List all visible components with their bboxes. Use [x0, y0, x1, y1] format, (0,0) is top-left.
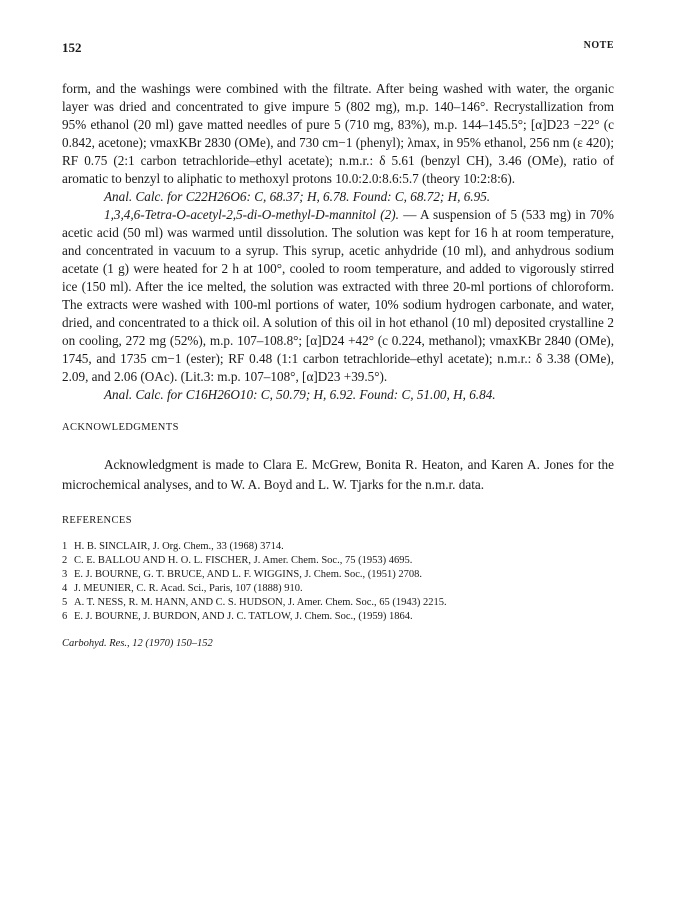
reference-item — [62, 610, 614, 624]
journal-citation: Carbohyd. Res., 12 (1970) 150–152 — [62, 638, 213, 649]
reference-item — [62, 568, 614, 582]
reference-item — [62, 554, 614, 568]
reference-text: C. E. BALLOU AND H. O. L. FISCHER, J. Amer. Chem. Soc., 75 (1953) 4695. — [74, 555, 413, 566]
compound-2-title: 1,3,4,6-Tetra-O-acetyl-2,5-di-O-methyl-D-mannitol (2). — [104, 207, 399, 222]
reference-text: A. T. NESS, R. M. HANN, AND C. S. HUDSON, J. Amer. Chem. Soc., 65 (1943) 2215. — [74, 597, 447, 608]
reference-number: 6 — [62, 611, 68, 622]
reference-number: 1 — [62, 541, 68, 552]
reference-item — [62, 582, 614, 596]
reference-number: 4 — [62, 583, 68, 594]
analysis-compound-2: Anal. Calc. for C16H26O10: C, 50.79; H, 6.92. Found: C, 51.00, H, 6.84. — [104, 387, 496, 402]
reference-text: E. J. BOURNE, J. BURDON, AND J. C. TATLOW, J. Chem. Soc., (1959) 1864. — [74, 611, 413, 622]
reference-text: H. B. SINCLAIR, J. Org. Chem., 33 (1968) 3714. — [74, 541, 284, 552]
paragraph-compound-5: form, and the washings were combined with the filtrate. After being washed with water, the organic layer was dried and concentrated to give impure 5 (802 mg), m.p. 140–146°. Recrystallization from 95% ethanol (20 ml) gave matted needles of pure 5 (710 mg, 83%), m.p. 144–145.5°; [α]D23 −22° (c 0.842, acetone); νmaxKBr 2830 (OMe), and 730 cm−1 (phenyl); λmax, in 95% ethanol, 256 nm (ε 420); RF 0.75 (2:1 carbon tetrachloride–ethyl acetate); n.m.r.: δ 5.61 (benzyl CH), 3.46 (OMe), ratio of aromatic to benzyl to aliphatic to methoxyl protons 10.0:2.0:8.6:5.7 (theory 10:2:8:6). — [62, 81, 614, 186]
acknowledgments-heading: ACKNOWLEDGMENTS — [62, 422, 179, 433]
reference-item — [62, 596, 614, 610]
acknowledgments-text: Acknowledgment is made to Clara E. McGrew, Bonita R. Heaton, and Karen A. Jones for the microchemical analyses, and to W. A. Boyd and L. W. Tjarks for the n.m.r. data. — [62, 457, 614, 492]
body-text — [62, 80, 614, 404]
paper-page — [62, 40, 614, 649]
page-header — [62, 40, 614, 60]
reference-number: 5 — [62, 597, 68, 608]
reference-number: 2 — [62, 555, 68, 566]
compound-2-procedure: — A suspension of 5 (533 mg) in 70% acetic acid (50 ml) was warmed until dissolution. The solution was kept for 16 h at room temperature, and concentrated in vacuum to a syrup. This syrup, acetic anhydride (10 ml), and anhydrous sodium acetate (1 g) were heated for 2 h at 100°, cooled to room temperature, and added to vigorously stirred ice (150 ml). After the ice melted, the solution was extracted with three 20-ml portions of chloroform. The extracts were washed with 100-ml portions of water, 10% sodium hydrogen carbonate, and water, dried, and concentrated to a thick oil. A solution of this oil in hot ethanol (10 ml) deposited crystalline 2 on cooling, 272 mg (52%), m.p. 107–108.8°; [α]D24 +42° (c 0.224, methanol); νmaxKBr 2840 (OMe), 1745, and 1735 cm−1 (ester); RF 0.48 (1:1 carbon tetrachloride–ethyl acetate); n.m.r.: δ 3.38 (OMe), 2.09, and 2.06 (OAc). (Lit.3: m.p. 107–108°, [α]D23 +39.5°). — [62, 207, 615, 384]
paragraph-compound-2 — [62, 206, 614, 386]
section-label: NOTE — [583, 40, 614, 51]
references-list — [62, 540, 614, 624]
reference-number: 3 — [62, 569, 68, 580]
analysis-compound-5: Anal. Calc. for C22H26O6: C, 68.37; H, 6.78. Found: C, 68.72; H, 6.95. — [104, 189, 491, 204]
reference-text: E. J. BOURNE, G. T. BRUCE, AND L. F. WIGGINS, J. Chem. Soc., (1951) 2708. — [74, 569, 422, 580]
reference-item — [62, 540, 614, 554]
page-number: 152 — [62, 40, 82, 55]
reference-text: J. MEUNIER, C. R. Acad. Sci., Paris, 107 (1888) 910. — [74, 583, 303, 594]
references-heading: REFERENCES — [62, 515, 132, 526]
